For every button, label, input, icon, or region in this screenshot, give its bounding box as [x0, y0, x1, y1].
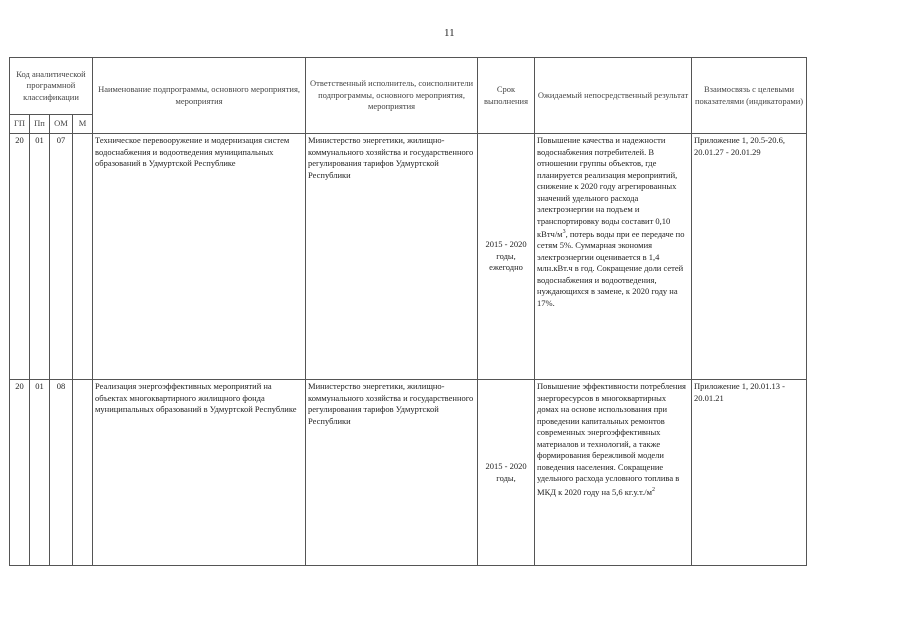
page-number: 11 — [444, 27, 455, 39]
executor-header: Ответственный исполнитель, соисполнители подпрограммы, основного мероприятия, мероприятия — [306, 58, 478, 134]
link-header: Взаимосвязь с целевыми показателями (индикаторами) — [692, 58, 807, 134]
name-header: Наименование подпрограммы, основного мероприятия, мероприятия — [93, 58, 306, 134]
name-cell: Реализация энергоэффективных мероприятий на объектах многоквартирного жилищного фонда муниципальных образований в Удмуртской Республике — [93, 380, 306, 566]
term-header: Срок выполнения — [478, 58, 535, 134]
m-header: М — [73, 115, 93, 134]
code-header: Код аналитической программной классификации — [10, 58, 93, 115]
gp-cell: 20 — [10, 134, 30, 380]
result-cell — [535, 380, 692, 566]
executor-cell: Министерство энергетики, жилищно-коммунального хозяйства и государственного регулирования тарифов Удмуртской Республики — [306, 134, 478, 380]
result-text: Повышение качества и надежности водоснабжения потребителей. В отношении группы объектов, где планируется реализация мероприятий, снижение к 2020 году агрегированных значений удельного расхода электроэнергии на подъем и транспортировку воды составит 0,10 кВтч/м — [537, 135, 678, 239]
result-text: Повышение эффективности потребления энергоресурсов в многоквартирных домах на основе использования при проведении капитальных ремонтов современных энергоэффективных материалов и технологий, а также формирования бережливой модели поведения населения. Сокращение удельного расхода условного топлива в МКД к 2020 году на 5,6 кг.у.т./м — [537, 381, 686, 497]
result-header: Ожидаемый непосредственный результат — [535, 58, 692, 134]
result-unit-sup: 3 — [562, 229, 566, 235]
table-row — [10, 134, 807, 380]
link-cell: Приложение 1, 20.01.13 - 20.01.21 — [692, 380, 807, 566]
result-cell — [535, 134, 692, 380]
term-cell: 2015 - 2020 годы, ежегодно — [478, 134, 535, 380]
m-cell — [73, 134, 93, 380]
result-tail: , потерь воды при ее передаче по сетям 5%. Суммарная экономия электроэнергии оценивается в 1,4 млн.кВт.ч в год. Сокращение доли сетей водоснабжения и водоотведения, нуждающихся в замене, к 2020 году на 17%. — [537, 228, 685, 308]
m-cell — [73, 380, 93, 566]
gp-header: ГП — [10, 115, 30, 134]
gp-cell: 20 — [10, 380, 30, 566]
om-cell: 08 — [50, 380, 73, 566]
link-cell: Приложение 1, 20.5-20.6, 20.01.27 - 20.01.29 — [692, 134, 807, 380]
pp-cell: 01 — [30, 134, 50, 380]
pp-cell: 01 — [30, 380, 50, 566]
pp-header: Пп — [30, 115, 50, 134]
result-unit-sup: 2 — [652, 486, 655, 493]
name-cell: Техническое перевооружение и модернизация систем водоснабжения и водоотведения муниципальных образований в Удмуртской Республике — [93, 134, 306, 380]
om-cell: 07 — [50, 134, 73, 380]
program-table — [9, 57, 807, 566]
table-row — [10, 380, 807, 566]
om-header: ОМ — [50, 115, 73, 134]
executor-cell: Министерство энергетики, жилищно-коммунального хозяйства и государственного регулирования тарифов Удмуртской Республики — [306, 380, 478, 566]
term-cell: 2015 - 2020 годы, — [478, 380, 535, 566]
